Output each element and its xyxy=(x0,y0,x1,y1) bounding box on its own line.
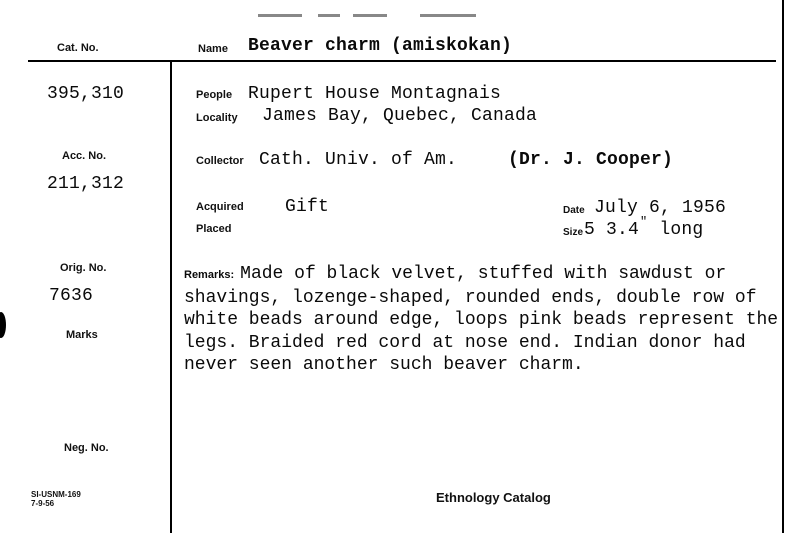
header-rule xyxy=(28,60,776,62)
size-number: 5 3.4 xyxy=(584,220,640,240)
placed-label: Placed xyxy=(196,223,232,235)
remarks-block xyxy=(184,263,794,377)
collector-label: Collector xyxy=(196,155,244,167)
collector-value: Cath. Univ. of Am. xyxy=(259,150,458,170)
date-label: Date xyxy=(563,205,585,216)
neg-no-label: Neg. No. xyxy=(64,442,109,454)
size-label: Size xyxy=(563,227,584,238)
acc-no-label: Acc. No. xyxy=(62,150,107,162)
form-number-line1: SI-USNM-169 xyxy=(31,490,81,499)
top-print-mark xyxy=(353,14,387,17)
collector-note: (Dr. J. Cooper) xyxy=(508,150,674,170)
top-print-mark xyxy=(420,14,476,17)
people-value: Rupert House Montagnais xyxy=(248,84,502,104)
punch-hole-mark xyxy=(0,312,6,338)
locality-label: Locality xyxy=(196,112,238,124)
acc-no-value: 211,312 xyxy=(47,174,125,194)
catalog-footer-title: Ethnology Catalog xyxy=(436,490,551,505)
acquired-value: Gift xyxy=(285,197,330,217)
name-value: Beaver charm (amiskokan) xyxy=(248,36,513,56)
marks-label: Marks xyxy=(66,329,98,341)
top-print-mark xyxy=(318,14,340,17)
locality-value: James Bay, Quebec, Canada xyxy=(262,106,538,126)
form-number xyxy=(31,490,81,508)
orig-no-label: Orig. No. xyxy=(60,262,107,274)
top-print-mark xyxy=(258,14,302,17)
orig-no-value: 7636 xyxy=(49,286,94,306)
column-divider xyxy=(170,60,172,533)
form-number-line2: 7-9-56 xyxy=(31,499,55,508)
people-label: People xyxy=(196,89,233,101)
acquired-label: Acquired xyxy=(196,201,244,213)
name-label: Name xyxy=(198,43,228,55)
cat-no-label: Cat. No. xyxy=(57,42,99,54)
cat-no-value: 395,310 xyxy=(47,84,125,104)
size-suffix: long xyxy=(648,220,704,240)
remarks-text: Made of black velvet, stuffed with sawdust or shavings, lozenge-shaped, rounded ends, double row of white beads around edge, loops pink beads represent the legs. Braided red cord at nose end. Indian donor had never seen another such beaver charm. xyxy=(184,264,779,375)
size-value xyxy=(584,215,704,240)
date-value: July 6, 1956 xyxy=(594,198,727,218)
size-inch-mark: " xyxy=(640,215,648,229)
remarks-label: Remarks: xyxy=(184,269,235,281)
